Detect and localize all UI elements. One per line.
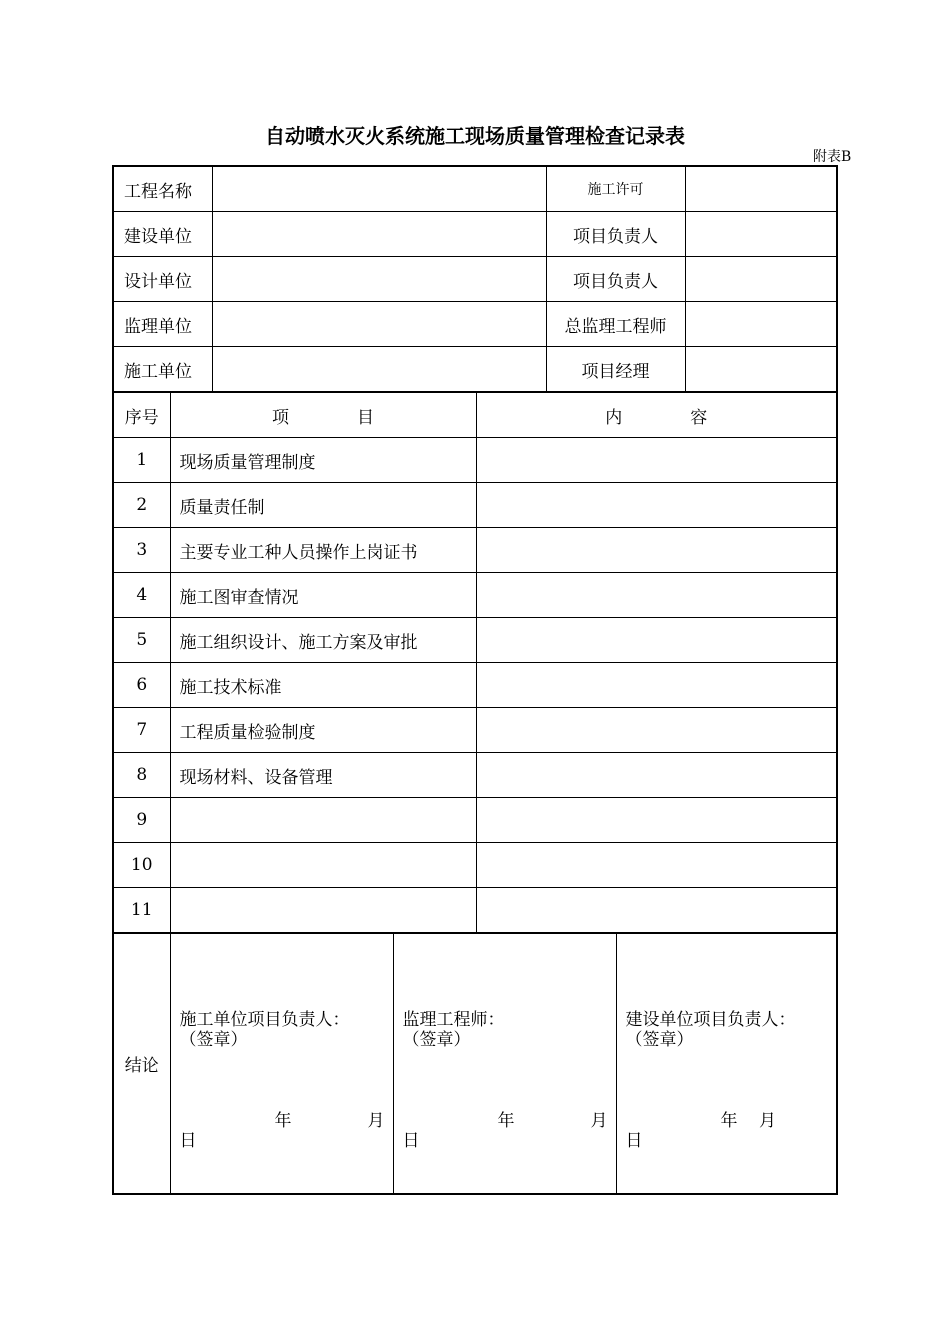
check-item-row (114, 438, 836, 483)
info-label: 施工单位 (114, 347, 212, 392)
signer-seal: （签章） (402, 1030, 471, 1050)
conclusion-table (114, 932, 836, 1193)
check-item-row (114, 618, 836, 663)
item-name: 工程质量检验制度 (170, 708, 476, 753)
info-value-field-2[interactable] (685, 302, 836, 347)
check-item-row (114, 528, 836, 573)
info-label-2: 总监理工程师 (546, 302, 685, 347)
item-content-field[interactable] (476, 888, 836, 933)
item-name: 施工图审查情况 (170, 573, 476, 618)
info-value-field-2[interactable] (685, 212, 836, 257)
item-name (170, 798, 476, 843)
item-content-field[interactable] (476, 798, 836, 843)
project-info-table (114, 167, 836, 391)
signature-block[interactable] (394, 934, 616, 1193)
item-content-field[interactable] (476, 753, 836, 798)
item-number: 2 (114, 483, 170, 528)
item-name: 主要专业工种人员操作上岗证书 (170, 528, 476, 573)
items-header-row (114, 392, 836, 438)
date-month: 月 (590, 1111, 608, 1131)
item-number: 10 (114, 843, 170, 888)
item-name: 现场材料、设备管理 (170, 753, 476, 798)
date-day: 日 (625, 1131, 643, 1151)
date-day: 日 (402, 1131, 420, 1151)
item-content-field[interactable] (476, 708, 836, 753)
check-item-row (114, 888, 836, 933)
info-value-field[interactable] (212, 167, 546, 212)
signer-text (180, 1010, 387, 1050)
info-value-field[interactable] (212, 212, 546, 257)
signer-text (403, 1010, 610, 1050)
info-label-2: 施工许可 (546, 167, 685, 212)
info-label-2: 项目负责人 (546, 212, 685, 257)
signer-cell (393, 933, 616, 1193)
check-item-row (114, 753, 836, 798)
signer-role: 建设单位项目负责人： (625, 1010, 796, 1030)
check-items-table (114, 391, 836, 932)
info-label-2: 项目负责人 (546, 257, 685, 302)
info-row (114, 302, 836, 347)
signer-seal: （签章） (625, 1030, 694, 1050)
info-value-field[interactable] (212, 347, 546, 392)
item-content-field[interactable] (476, 483, 836, 528)
signature-block[interactable] (617, 934, 837, 1193)
check-item-row (114, 798, 836, 843)
check-item-row (114, 663, 836, 708)
date-year: 年 (720, 1111, 738, 1131)
item-name: 现场质量管理制度 (170, 438, 476, 483)
info-value-field[interactable] (212, 302, 546, 347)
check-item-row (114, 708, 836, 753)
item-content-field[interactable] (476, 528, 836, 573)
item-number: 5 (114, 618, 170, 663)
date-month: 月 (759, 1111, 776, 1131)
date-year: 年 (274, 1111, 292, 1131)
record-form (112, 165, 838, 1195)
item-name: 施工技术标准 (170, 663, 476, 708)
info-label: 设计单位 (114, 257, 212, 302)
item-number: 3 (114, 528, 170, 573)
signer-cell (170, 933, 393, 1193)
info-label-2: 项目经理 (546, 347, 685, 392)
date-day: 日 (179, 1131, 197, 1151)
conclusion-label: 结论 (114, 933, 170, 1193)
info-row (114, 347, 836, 392)
check-item-row (114, 483, 836, 528)
info-label: 监理单位 (114, 302, 212, 347)
sign-date (625, 1104, 829, 1151)
item-number: 8 (114, 753, 170, 798)
item-content-field[interactable] (476, 618, 836, 663)
item-name (170, 888, 476, 933)
item-content-field[interactable] (476, 573, 836, 618)
signer-text (626, 1010, 831, 1050)
info-value-field-2[interactable] (685, 167, 836, 212)
item-number: 9 (114, 798, 170, 843)
item-number: 4 (114, 573, 170, 618)
item-content-field[interactable] (476, 843, 836, 888)
item-content-field[interactable] (476, 663, 836, 708)
info-value-field[interactable] (212, 257, 546, 302)
item-number: 6 (114, 663, 170, 708)
item-number: 11 (114, 888, 170, 933)
info-value-field-2[interactable] (685, 257, 836, 302)
info-value-field-2[interactable] (685, 347, 836, 392)
signer-cell (616, 933, 836, 1193)
header-no: 序号 (114, 392, 170, 438)
conclusion-row (114, 933, 836, 1193)
signer-role: 施工单位项目负责人： (179, 1010, 350, 1030)
item-number: 7 (114, 708, 170, 753)
info-row (114, 212, 836, 257)
item-name: 施工组织设计、施工方案及审批 (170, 618, 476, 663)
info-label: 建设单位 (114, 212, 212, 257)
form-title: 自动喷水灭火系统施工现场质量管理检查记录表 (265, 124, 685, 148)
info-row (114, 257, 836, 302)
item-name (170, 843, 476, 888)
check-item-row (114, 573, 836, 618)
header-content: 内 容 (476, 392, 836, 438)
header-item: 项 目 (170, 392, 476, 438)
signer-role: 监理工程师： (402, 1010, 505, 1030)
sign-date (402, 1104, 608, 1151)
date-month: 月 (367, 1111, 385, 1131)
sign-date (179, 1104, 385, 1151)
check-item-row (114, 843, 836, 888)
item-number: 1 (114, 438, 170, 483)
item-name: 质量责任制 (170, 483, 476, 528)
appendix-label: 附表B (813, 149, 852, 165)
item-content-field[interactable] (476, 438, 836, 483)
info-row (114, 167, 836, 212)
signature-block[interactable] (171, 934, 393, 1193)
signer-seal: （签章） (179, 1030, 248, 1050)
date-year: 年 (497, 1111, 515, 1131)
info-label: 工程名称 (114, 167, 212, 212)
